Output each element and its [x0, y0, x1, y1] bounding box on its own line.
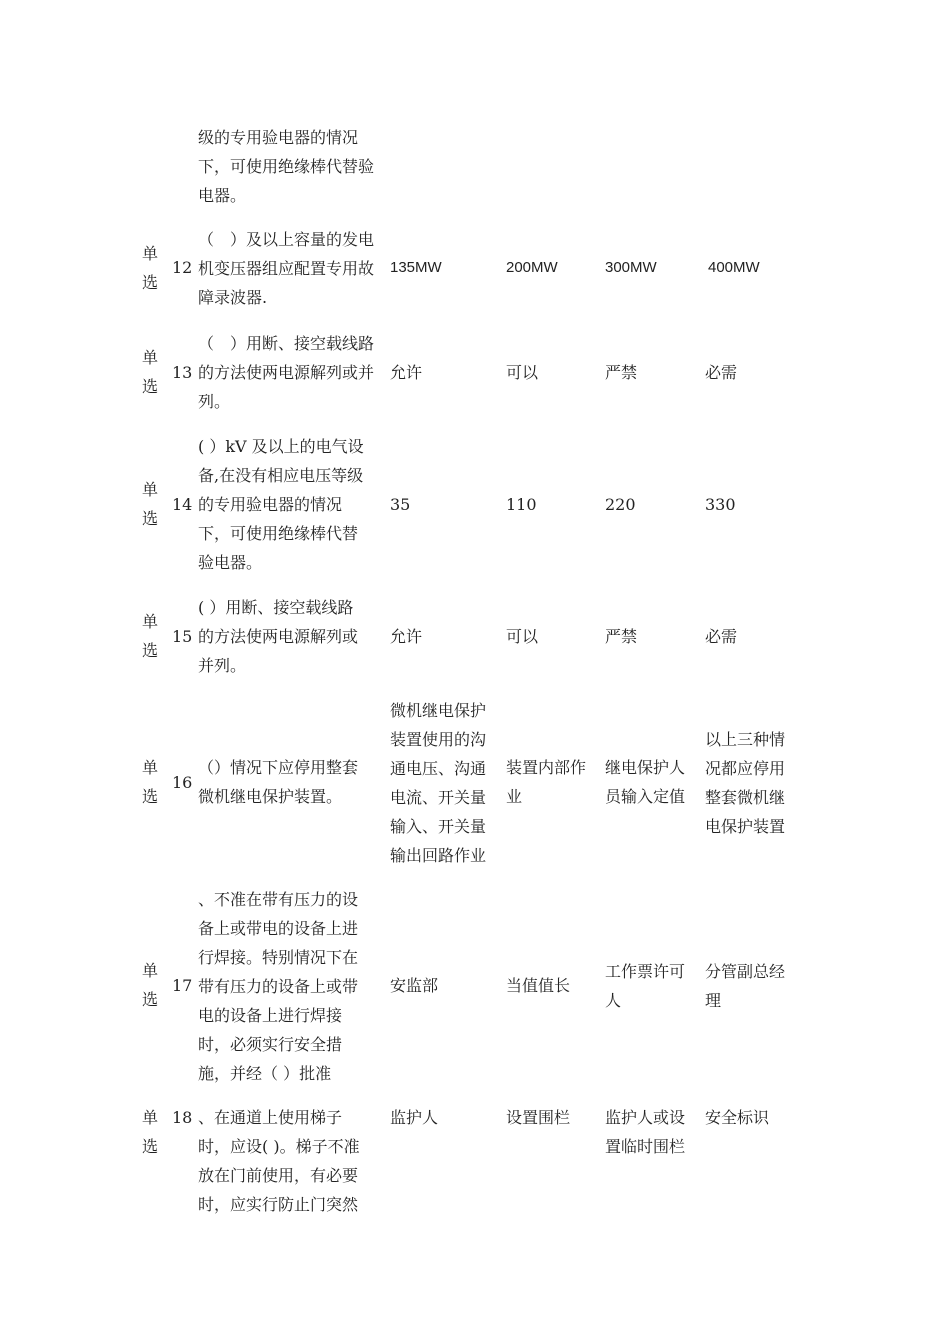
- option-a: 允许: [390, 627, 423, 646]
- option-c: 严禁: [605, 627, 638, 646]
- option-c: 220: [605, 495, 636, 514]
- question-number: 12: [172, 258, 193, 277]
- question-text: ( ）用断、接空载线路 的方法使两电源解列或 并列。: [198, 598, 359, 675]
- option-c: 工作票许可 人: [605, 962, 686, 1010]
- question-text: ( ）kV 及以上的电气设 备,在没有相应电压等级 的专用验电器的情况 下，可使用绝缘棒代替 验电器。: [198, 437, 364, 572]
- option-a: 监护人: [390, 1108, 439, 1127]
- question-type: 单 选: [142, 244, 159, 292]
- option-d: 安全标识: [705, 1108, 770, 1127]
- question-text: （ ）用断、接空载线路 的方法使两电源解列或并 列。: [198, 334, 375, 411]
- option-a: 35: [390, 495, 411, 514]
- question-type: 单 选: [142, 612, 159, 660]
- option-b: 可以: [506, 627, 539, 646]
- question-type: 单 选: [142, 348, 159, 396]
- option-d: 分管副总经 理: [705, 962, 786, 1010]
- question-text: （ ）及以上容量的发电 机变压器组应配置专用故 障录波器.: [198, 230, 375, 307]
- question-type: 单 选: [142, 1108, 159, 1156]
- option-d: 必需: [705, 363, 738, 382]
- question-number: 13: [172, 363, 193, 382]
- option-a: 微机继电保护 装置使用的沟 通电压、沟通 电流、开关量 输入、开关量 输出回路作业: [390, 701, 487, 865]
- option-a: 安监部: [390, 976, 439, 995]
- option-d: 330: [705, 495, 736, 514]
- option-b: 装置内部作 业: [506, 758, 587, 806]
- option-c: 300MW: [605, 259, 657, 276]
- question-text: 级的专用验电器的情况 下，可使用绝缘棒代替验 电器。: [198, 128, 375, 205]
- option-c: 监护人或设 置临时围栏: [605, 1108, 686, 1156]
- question-text: 、在通道上使用梯子 时，应设( )。梯子不准 放在门前使用，有必要 时，应实行防止门突然: [198, 1108, 360, 1214]
- option-a: 允许: [390, 363, 423, 382]
- option-a: 135MW: [390, 259, 442, 276]
- question-type: 单 选: [142, 961, 159, 1009]
- question-number: 14: [172, 495, 193, 514]
- option-b: 200MW: [506, 259, 558, 276]
- question-type: 单 选: [142, 480, 159, 528]
- question-text: 、不准在带有压力的设 备上或带电的设备上进 行焊接。特别情况下在 带有压力的设备上或带 电的设备上进行焊接 时，必须实行安全措 施，并经（ ）批准: [198, 890, 359, 1083]
- question-number: 16: [172, 773, 193, 792]
- option-b: 当值值长: [506, 976, 571, 995]
- option-c: 严禁: [605, 363, 638, 382]
- question-type: 单 选: [142, 758, 159, 806]
- option-b: 可以: [506, 363, 539, 382]
- option-b: 110: [506, 495, 537, 514]
- question-number: 18: [172, 1108, 193, 1127]
- option-d: 必需: [705, 627, 738, 646]
- option-d: 以上三种情 况都应停用 整套微机继 电保护装置: [705, 730, 786, 836]
- option-d: 400MW: [708, 259, 760, 276]
- option-c: 继电保护人 员输入定值: [605, 758, 686, 806]
- option-b: 设置围栏: [506, 1108, 571, 1127]
- question-text: （）情况下应停用整套 微机继电保护装置。: [198, 758, 359, 806]
- question-number: 15: [172, 627, 193, 646]
- question-number: 17: [172, 976, 193, 995]
